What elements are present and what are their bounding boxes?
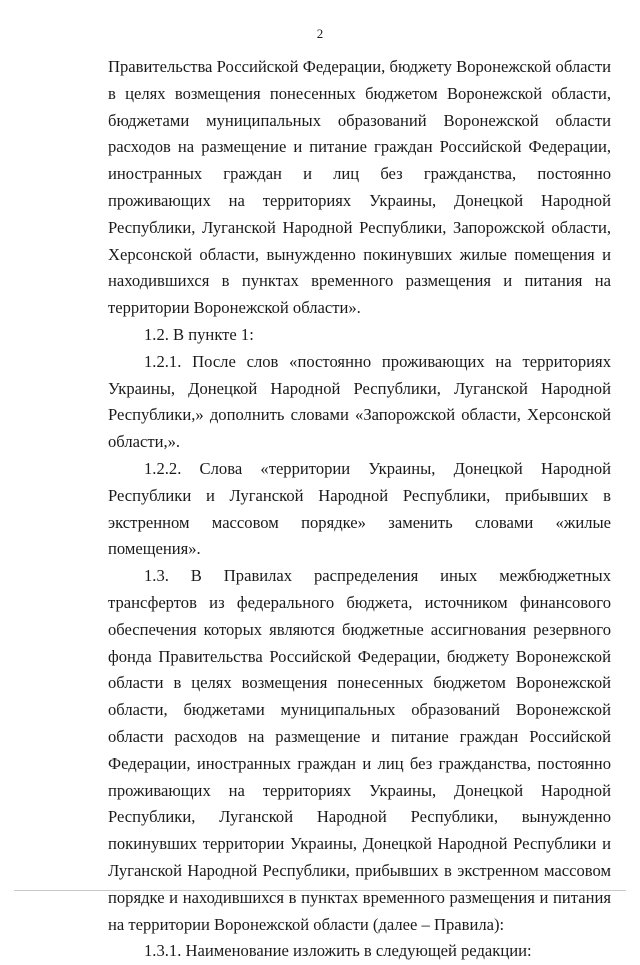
paragraph-1-3: 1.3. В Правилах распределения иных межбюджетных трансфертов из федерального бюджета, источником финансового обеспечения которых являются бюджетные ассигнования резервного фонда Правительства Российской Федерации, бюджету Воронежской области в целях возмещения понесенных бюджетом Воронежской области, бюджетами муниципальных образований Воронежской области расходов на размещение и питание граждан Российской Федерации, иностранных граждан и лиц без гражданства, постоянно проживающих на территориях Украины, Донецкой Народной Республики, Луганской Народной Республики, вынужденно покинувших территории Украины, Донецкой Народной Республики и Луганской Народной Республики, прибывших в экстренном массовом порядке и находившихся в пунктах временного размещения и питания на территории Воронежской области (далее – Правила): — [108, 566, 611, 934]
paragraph-continuation: Правительства Российской Федерации, бюджету Воронежской области в целях возмещения понесенных бюджетом Воронежской области, бюджетами муниципальных образований Воронежской области расходов на размещение и питание граждан Российской Федерации, иностранных граждан и лиц без гражданства, постоянно проживающих на территориях Украины, Донецкой Народной Республики, Луганской Народной Республики, Запорожской области, Херсонской области, вынужденно покинувших жилые помещения и находившихся в пунктах временного размещения и питания на территории Воронежской области». — [108, 57, 611, 318]
paragraph-1-2-1: 1.2.1. После слов «постоянно проживающих на территориях Украины, Донецкой Народной Республики, Луганской Народной Республики,» дополнить словами «Запорожской области, Херсонской области,». — [108, 351, 611, 452]
paragraph-1-2-2: 1.2.2. Слова «территории Украины, Донецкой Народной Республики и Луганской Народной Республики, прибывших в экстренном массовом порядке» заменить словами «жилые помещения». — [108, 458, 611, 559]
bottom-rule — [14, 890, 626, 891]
page-number: 2 — [316, 26, 324, 41]
paragraph-1-3-1: 1.3.1. Наименование изложить в следующей редакции: — [144, 941, 532, 961]
paragraph-1-2: 1.2. В пункте 1: — [144, 324, 254, 344]
document-body — [108, 54, 611, 965]
